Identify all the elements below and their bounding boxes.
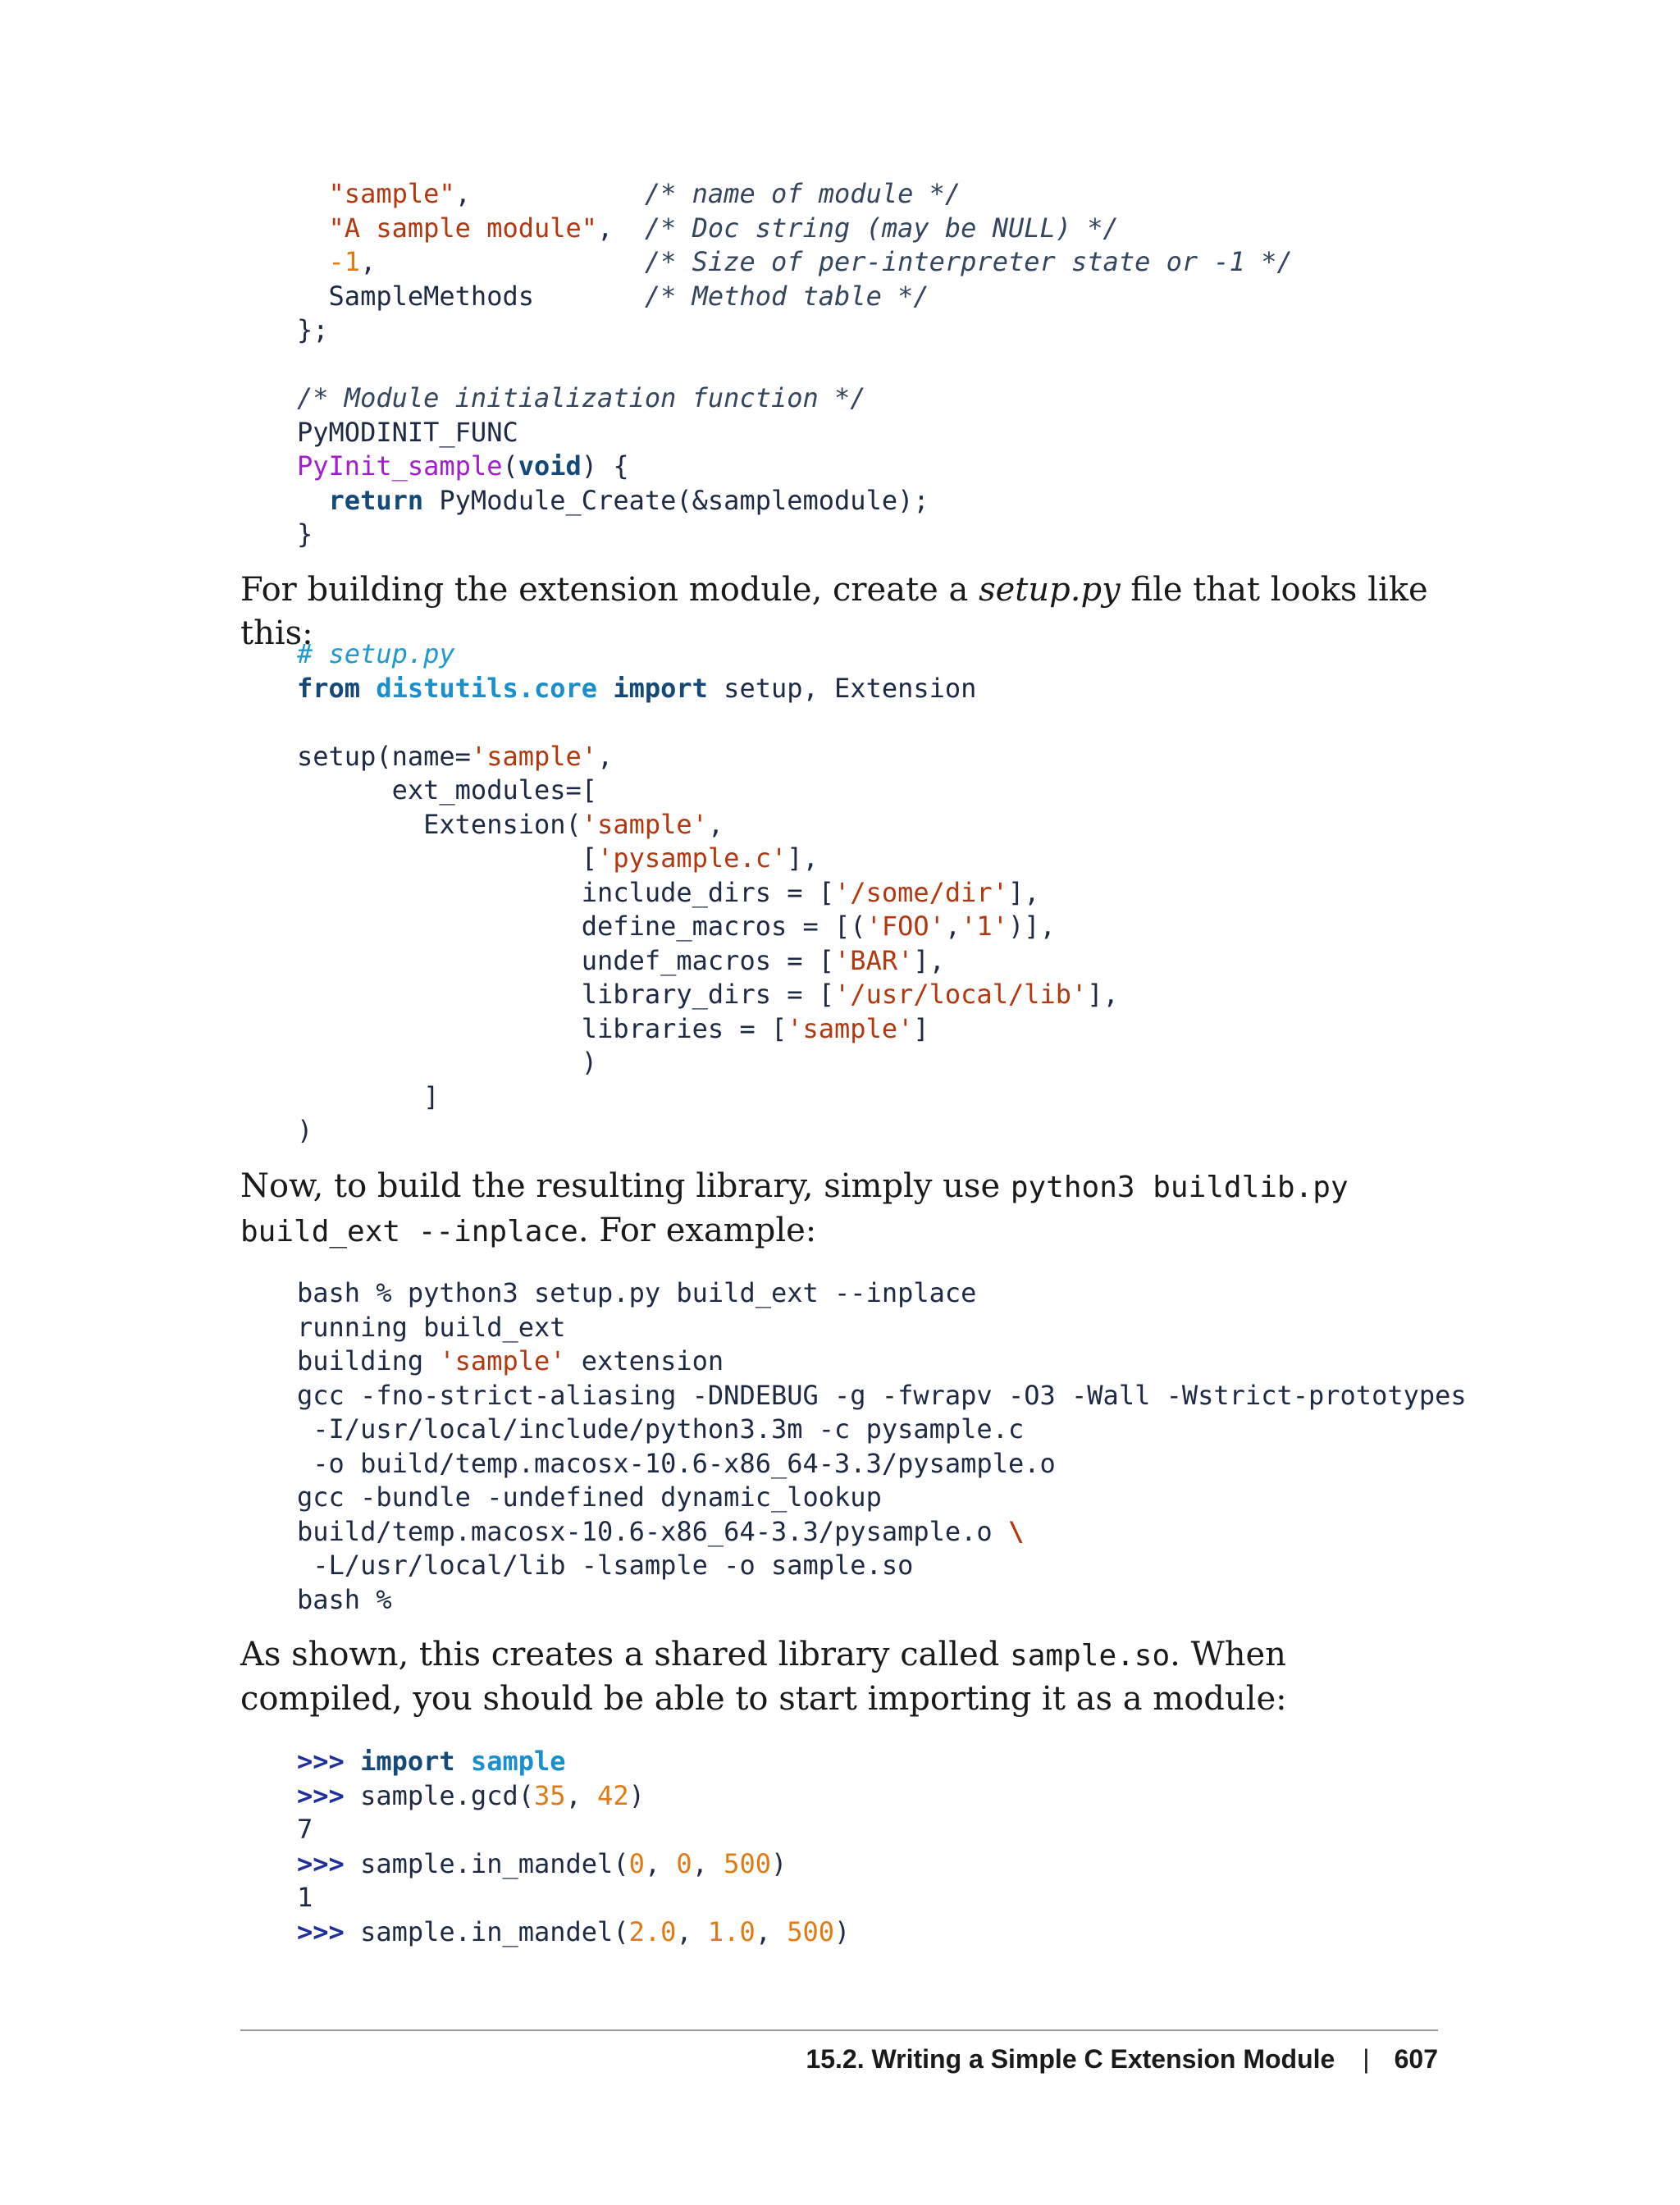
footer-separator: | xyxy=(1363,2044,1370,2074)
page-footer xyxy=(806,2041,1438,2077)
paragraph-setup-intro: For building the extension module, create a setup.py file that looks like this: xyxy=(240,571,1428,652)
page-number: 607 xyxy=(1394,2044,1438,2074)
code-block-bash-build: bash % python3 setup.py build_ext --inplace running build_ext building 'sample' extension gcc -fno-strict-aliasing -DNDEBUG -g -fwrapv -O3 -Wall -Wstrict-prototypes -I/usr/local/include/python3.3m -c pysample.c -o build/temp.macosx-10.6-x86_64-3.3/pysample.o gcc -bundle -undefined dynamic_lookup build/temp.macosx-10.6-x86_64-3.3/pysample.o \ -L/usr/local/lib -lsample -o sample.so bash % xyxy=(297,1277,1467,1615)
code-block-python-repl: >>> import sample >>> sample.gcd(35, 42) 7 >>> sample.in_mandel(0, 0, 500) 1 >>> sample.in_mandel(2.0, 1.0, 500) xyxy=(297,1746,851,1947)
paragraph-shared-library: As shown, this creates a shared library called sample.so. When compiled, you should be able to start importing it as a module: xyxy=(240,1636,1287,1718)
code-block-setup-py: # setup.py from distutils.core import setup, Extension setup(name='sample', ext_modules=[ Extension('sample', ['pysample.c'], include_dirs = ['/some/dir'], define_macros = [('FOO','1')], undef_macros = ['BAR'], library_dirs = ['/usr/local/lib'], libraries = ['sample'] ) ] ) xyxy=(297,638,1119,1146)
footer-rule xyxy=(240,2029,1438,2031)
code-block-c-module: "sample", /* name of module */ "A sample module", /* Doc string (may be NULL) */ -1, /* Size of per-interpreter state or -1 */ SampleMethods /* Method table */ }; /* Module initialization function */ PyMODINIT_FUNC PyInit_sample(void) { return PyModule_Create(&samplemodule); } xyxy=(297,178,1293,550)
footer-section-title: 15.2. Writing a Simple C Extension Module xyxy=(806,2044,1335,2074)
paragraph-build-instructions: Now, to build the resulting library, simply use python3 buildlib.py build_ext --inplace. For example: xyxy=(240,1167,1349,1249)
